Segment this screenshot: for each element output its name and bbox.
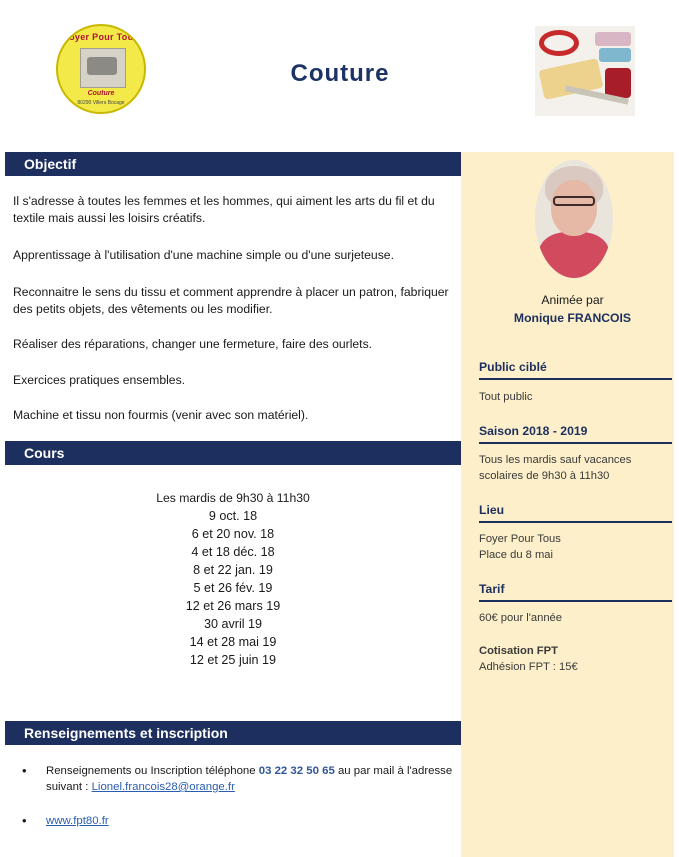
lieu-line: Place du 8 mai [479,549,554,561]
cours-date: 12 et 26 mars 19 [185,599,281,613]
logo-sub-text: Couture [87,90,115,97]
cours-heading: Cours [5,441,461,465]
saison-heading: Saison 2018 - 2019 [479,423,672,444]
foyer-pour-tous-logo [56,24,146,114]
portrait-face [551,180,597,236]
contact-text [46,763,458,795]
renseignements-heading: Renseignements et inscription [5,721,461,745]
bullet-icon: • [22,763,27,778]
cours-date: 30 avril 19 [203,617,263,631]
adhesion-text: Adhésion FPT : 15€ [479,661,578,673]
thread-spool-icon [595,32,631,46]
website-list-item [22,813,458,829]
objectif-paragraph: Machine et tissu non fourmis (venir avec son matériel). [13,408,309,422]
objectif-paragraph: Apprentissage à l'utilisation d'une machine simple ou d'une surjeteuse. [13,248,394,262]
cours-intro: Les mardis de 9h30 à 11h30 [156,491,310,505]
tarif-text: 60€ pour l'année [479,612,563,624]
cours-date: 14 et 28 mai 19 [189,635,277,649]
sewing-machine-icon [80,48,126,88]
scissors-icon [539,30,579,56]
objectif-paragraph: Il s'adresse à toutes les femmes et les hommes, qui aiment les arts du fil et du textile mais aussi les loisirs créatifs. [13,194,435,225]
lieu-line: Foyer Pour Tous [479,533,561,545]
cours-date: 8 et 22 jan. 19 [193,563,273,577]
cours-date: 9 oct. 18 [208,509,258,523]
sewing-supplies-image [535,26,635,116]
page-title: Couture [290,60,390,87]
lieu-text [479,531,672,563]
cours-schedule [5,489,461,669]
contact-text-after: au par mail à l'adresse suivant : [46,765,453,793]
cours-date-list [5,507,461,669]
logo-bottom-text: 80290 Villers Bocage [77,100,125,106]
bullet-icon: • [22,813,27,828]
public-text: Tout public [479,391,533,403]
cotisation-block [479,643,672,675]
glasses-icon [553,196,595,206]
objectif-paragraph: Réaliser des réparations, changer une fermeture, faire des ourlets. [13,337,373,351]
animator-block [471,291,674,327]
tarif-heading: Tarif [479,581,672,602]
objectif-heading: Objectif [5,152,461,176]
objectif-paragraph: Reconnaitre le sens du tissu et comment apprendre à placer un patron, fabriquer des petits objets, des vêtements ou les modifier. [13,285,449,316]
logo-top-text: Foyer Pour Tous [63,32,139,42]
cours-date: 6 et 20 nov. 18 [191,527,275,541]
cours-date: 12 et 25 juin 19 [189,653,277,667]
cotisation-label: Cotisation FPT [479,645,558,657]
objectif-paragraph: Exercices pratiques ensembles. [13,373,186,387]
website-link[interactable]: www.fpt80.fr [46,815,109,827]
animee-label: Animée par [541,293,604,307]
email-link[interactable]: Lionel.francois28@orange.fr [91,781,235,793]
animator-name: Monique FRANCOIS [513,311,632,325]
animator-portrait [535,160,613,278]
cours-date: 5 et 26 fév. 19 [193,581,273,595]
cours-date: 4 et 18 déc. 18 [191,545,275,559]
contact-text-before: Renseignements ou Inscription téléphone [46,765,259,777]
portrait-scarf [539,232,609,278]
saison-text: Tous les mardis sauf vacances scolaires de 9h30 à 11h30 [479,454,632,482]
thread-spool-icon [599,48,631,62]
contact-list-item [22,763,458,795]
public-heading: Public ciblé [479,359,672,380]
lieu-heading: Lieu [479,502,672,523]
phone-number[interactable]: 03 22 32 50 65 [258,765,335,777]
